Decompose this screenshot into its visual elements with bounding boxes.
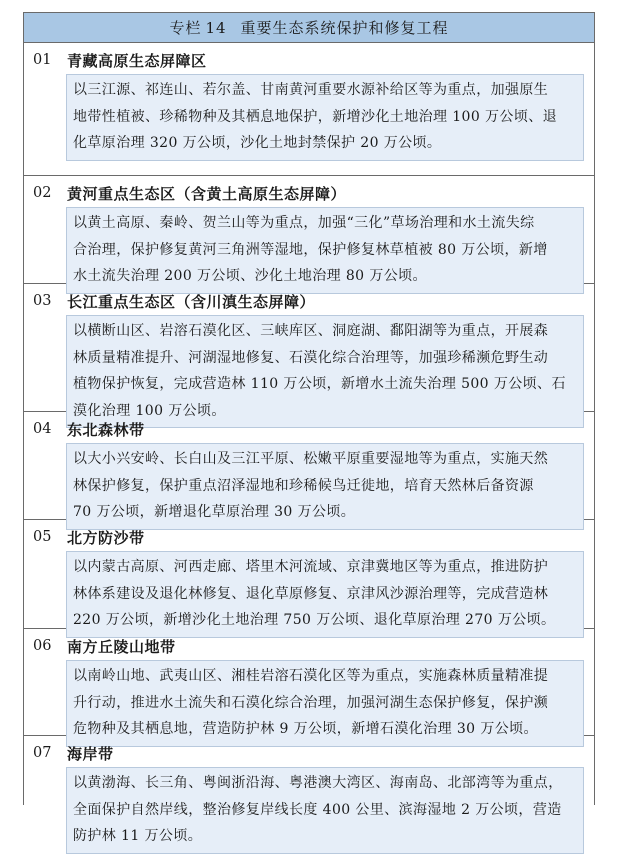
section-title: 北方防沙带 (67, 528, 145, 547)
section-04 (24, 412, 594, 520)
body-line: 地带性植被、珍稀物种及其栖息地保护，新增沙化土地治理 100 万公顷、退 (73, 108, 558, 125)
section-body (66, 74, 584, 161)
section-number: 06 (33, 638, 52, 654)
body-line: 水土流失治理 200 万公顷、沙化土地治理 80 万公顷。 (73, 268, 427, 284)
section-title: 青藏高原生态屏障区 (67, 51, 207, 70)
body-line: 以三江源、祁连山、若尔盖、甘南黄河重要水源补给区等为重点，加强原生 (73, 82, 549, 98)
body-line: 林保护修复，保护重点沼泽湿地和珍稀候鸟迁徙地，培育天然林后备资源 (73, 477, 534, 494)
body-line: 林体系建设及退化林修复、退化草原修复、京津风沙源治理等，完成营造林 (73, 585, 549, 602)
section-number: 07 (33, 745, 52, 761)
section-number: 02 (33, 185, 52, 201)
body-line: 以南岭山地、武夷山区、湘桂岩溶石漠化区等为重点，实施森林质量精准提 (73, 668, 549, 684)
section-07 (24, 736, 594, 847)
column-label: 专栏 (169, 19, 202, 37)
section-title: 长江重点生态区（含川滇生态屏障） (67, 292, 316, 311)
body-line: 危物种及其栖息地，营造防护林 9 万公顷，新增石漠化治理 30 万公顷。 (73, 721, 538, 737)
body-line: 220 万公顷，新增沙化土地治理 750 万公顷、退化草原治理 270 万公顷。 (73, 612, 556, 628)
body-line: 植物保护恢复，完成营造林 110 万公顷，新增水土流失治理 500 万公顷、石 (73, 376, 566, 392)
body-line: 化草原治理 320 万公顷，沙化土地封禁保护 20 万公顷。 (73, 135, 442, 151)
body-line: 漠化治理 100 万公顷。 (73, 402, 226, 419)
section-body (66, 207, 584, 294)
section-title: 黄河重点生态区（含黄土高原生态屏障） (67, 184, 347, 203)
body-line: 全面保护自然岸线，整治修复岸线长度 400 公里、滨海湿地 2 万公顷，营造 (73, 801, 562, 818)
section-06 (24, 629, 594, 736)
section-number: 05 (33, 529, 52, 545)
column-box (23, 12, 595, 844)
body-line: 升行动，推进水土流失和石漠化综合治理，加强河湖生态保护修复，保护濒 (73, 694, 549, 711)
body-line: 以内蒙古高原、河西走廊、塔里木河流域、京津冀地区等为重点，推进防护 (73, 559, 549, 575)
column-title: 重要生态系统保护和修复工程 (240, 19, 449, 37)
section-number: 04 (33, 421, 52, 437)
body-line: 以黄渤海、长三角、粤闽浙沿海、粤港澳大湾区、海南岛、北部湾等为重点， (73, 775, 563, 791)
section-title: 海岸带 (67, 744, 114, 763)
column-header (24, 13, 594, 43)
section-title: 东北森林带 (67, 420, 145, 439)
section-number: 01 (33, 52, 52, 68)
column-number: 14 (205, 18, 227, 37)
body-line: 以黄土高原、秦岭、贺兰山等为重点，加强“三化”草场治理和水土流失综 (73, 215, 535, 231)
body-line: 防护林 11 万公顷。 (73, 828, 203, 844)
section-05 (24, 520, 594, 629)
body-line: 以大小兴安岭、长白山及三江平原、松嫩平原重要湿地等为重点，实施天然 (73, 451, 549, 467)
section-01 (24, 43, 594, 176)
section-body (66, 660, 584, 747)
section-body (66, 767, 584, 854)
body-line: 70 万公顷，新增退化草原治理 30 万公顷。 (73, 504, 356, 520)
section-title: 南方丘陵山地带 (67, 637, 176, 656)
section-03 (24, 284, 594, 419)
section-body (66, 443, 584, 530)
body-line: 林质量精准提升、河湖湿地修复、石漠化综合治理等，加强珍稀濒危野生动 (73, 349, 549, 366)
section-number: 03 (33, 293, 52, 309)
body-line: 以横断山区、岩溶石漠化区、三峡库区、洞庭湖、鄱阳湖等为重点，开展森 (73, 323, 549, 339)
body-line: 合治理，保护修复黄河三角洲等湿地，保护修复林草植被 80 万公顷，新增 (73, 241, 548, 258)
section-body (66, 551, 584, 638)
section-02 (24, 176, 594, 284)
